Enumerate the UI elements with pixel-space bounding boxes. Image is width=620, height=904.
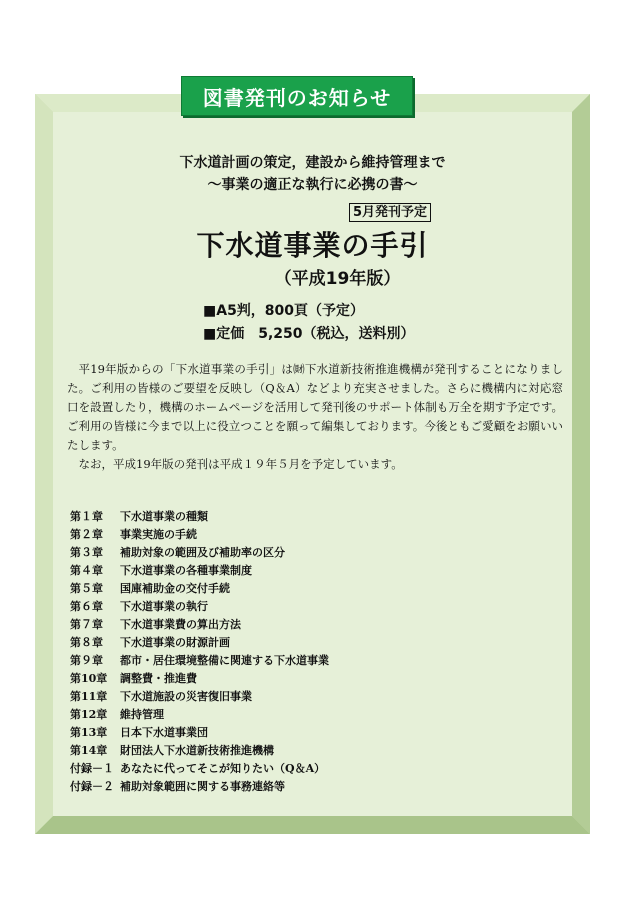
toc-chapter-title: 下水道施設の災害復旧事業 bbox=[120, 690, 252, 703]
toc-item bbox=[70, 508, 550, 526]
subtitle-line-2: 〜事業の適正な執行に必携の書〜 bbox=[207, 177, 418, 193]
toc-item bbox=[70, 670, 550, 688]
toc-appendix-title: あなたに代ってそこが知りたい（Q＆A） bbox=[120, 762, 326, 775]
announcement-badge: 図書発刊のお知らせ bbox=[181, 76, 413, 116]
toc-chapter-number: 第２章 bbox=[70, 528, 103, 541]
book-title: 下水道事業の手引 bbox=[196, 229, 429, 262]
toc-item bbox=[70, 634, 550, 652]
toc-chapter-number: 第４章 bbox=[70, 564, 103, 577]
content bbox=[53, 112, 572, 816]
toc-chapter-title: 下水道事業の種類 bbox=[120, 510, 208, 523]
toc-chapter-title: 下水道事業費の算出方法 bbox=[120, 618, 241, 631]
toc-chapter-title: 国庫補助金の交付手続 bbox=[120, 582, 230, 595]
toc-appendix-number: 付録－２ bbox=[70, 780, 114, 793]
toc-chapter-number: 第６章 bbox=[70, 600, 103, 613]
toc-chapter-title: 下水道事業の執行 bbox=[120, 600, 208, 613]
description bbox=[67, 360, 563, 474]
toc-chapter-number: 第10章 bbox=[70, 672, 108, 685]
toc-chapter-number: 第１章 bbox=[70, 510, 103, 523]
toc-item bbox=[70, 706, 550, 724]
toc-item bbox=[70, 742, 550, 760]
toc-item bbox=[70, 778, 550, 796]
edition-label: （平成19年版） bbox=[274, 269, 401, 289]
toc-item bbox=[70, 562, 550, 580]
toc-item bbox=[70, 616, 550, 634]
toc-chapter-number: 第９章 bbox=[70, 654, 103, 667]
toc-chapter-title: 事業実施の手続 bbox=[120, 528, 197, 541]
toc-item bbox=[70, 652, 550, 670]
spec-price: ■定価 5,250（税込，送料別） bbox=[203, 326, 415, 342]
toc-item bbox=[70, 526, 550, 544]
description-paragraph: なお，平成19年版の発刊は平成１９年５月を予定しています。 bbox=[78, 457, 403, 471]
subtitle-line-1: 下水道計画の策定，建設から維持管理まで bbox=[179, 155, 446, 171]
toc-chapter-title: 下水道事業の各種事業制度 bbox=[120, 564, 252, 577]
toc-item bbox=[70, 760, 550, 778]
frame-bevel-right bbox=[572, 94, 590, 834]
toc-item bbox=[70, 580, 550, 598]
toc-item bbox=[70, 544, 550, 562]
toc-chapter-number: 第13章 bbox=[70, 726, 108, 739]
toc-chapter-number: 第12章 bbox=[70, 708, 108, 721]
toc-chapter-number: 第14章 bbox=[70, 744, 108, 757]
description-paragraph: 平19年版からの「下水道事業の手引」は㈶下水道新技術推進機構が発刊することになりました。ご利用の皆様のご要望を反映し（Q＆A）などより充実させました。さらに機構内に対応窓口を設置したり，機構のホームページを活用して発刊後のサポート体制も万全を期す予定です。ご利用の皆様に今まで以上に役立つことを願って編集しております。今後ともご愛顧をお願いいたします。 bbox=[67, 362, 563, 452]
toc-chapter-title: 補助対象の範囲及び補助率の区分 bbox=[120, 546, 285, 559]
spec-format: ■A5判，800頁（予定） bbox=[203, 303, 365, 319]
toc-item bbox=[70, 598, 550, 616]
table-of-contents bbox=[70, 508, 550, 796]
toc-chapter-title: 調整費・推進費 bbox=[120, 672, 197, 685]
frame-bevel-left bbox=[35, 94, 53, 834]
toc-chapter-title: 財団法人下水道新技術推進機構 bbox=[120, 744, 274, 757]
toc-chapter-number: 第５章 bbox=[70, 582, 103, 595]
toc-chapter-number: 第３章 bbox=[70, 546, 103, 559]
toc-appendix-title: 補助対象範囲に関する事務連絡等 bbox=[120, 780, 285, 793]
toc-appendix-number: 付録－１ bbox=[70, 762, 114, 775]
toc-chapter-title: 日本下水道事業団 bbox=[120, 726, 208, 739]
toc-item bbox=[70, 724, 550, 742]
toc-chapter-title: 都市・居住環境整備に関連する下水道事業 bbox=[120, 654, 329, 667]
toc-chapter-title: 維持管理 bbox=[120, 708, 164, 721]
toc-item bbox=[70, 688, 550, 706]
toc-chapter-number: 第７章 bbox=[70, 618, 103, 631]
toc-chapter-number: 第11章 bbox=[70, 690, 108, 703]
release-note-box: 5月発刊予定 bbox=[349, 203, 431, 222]
frame-bevel-bottom bbox=[35, 816, 590, 834]
toc-chapter-title: 下水道事業の財源計画 bbox=[120, 636, 230, 649]
toc-chapter-number: 第８章 bbox=[70, 636, 103, 649]
